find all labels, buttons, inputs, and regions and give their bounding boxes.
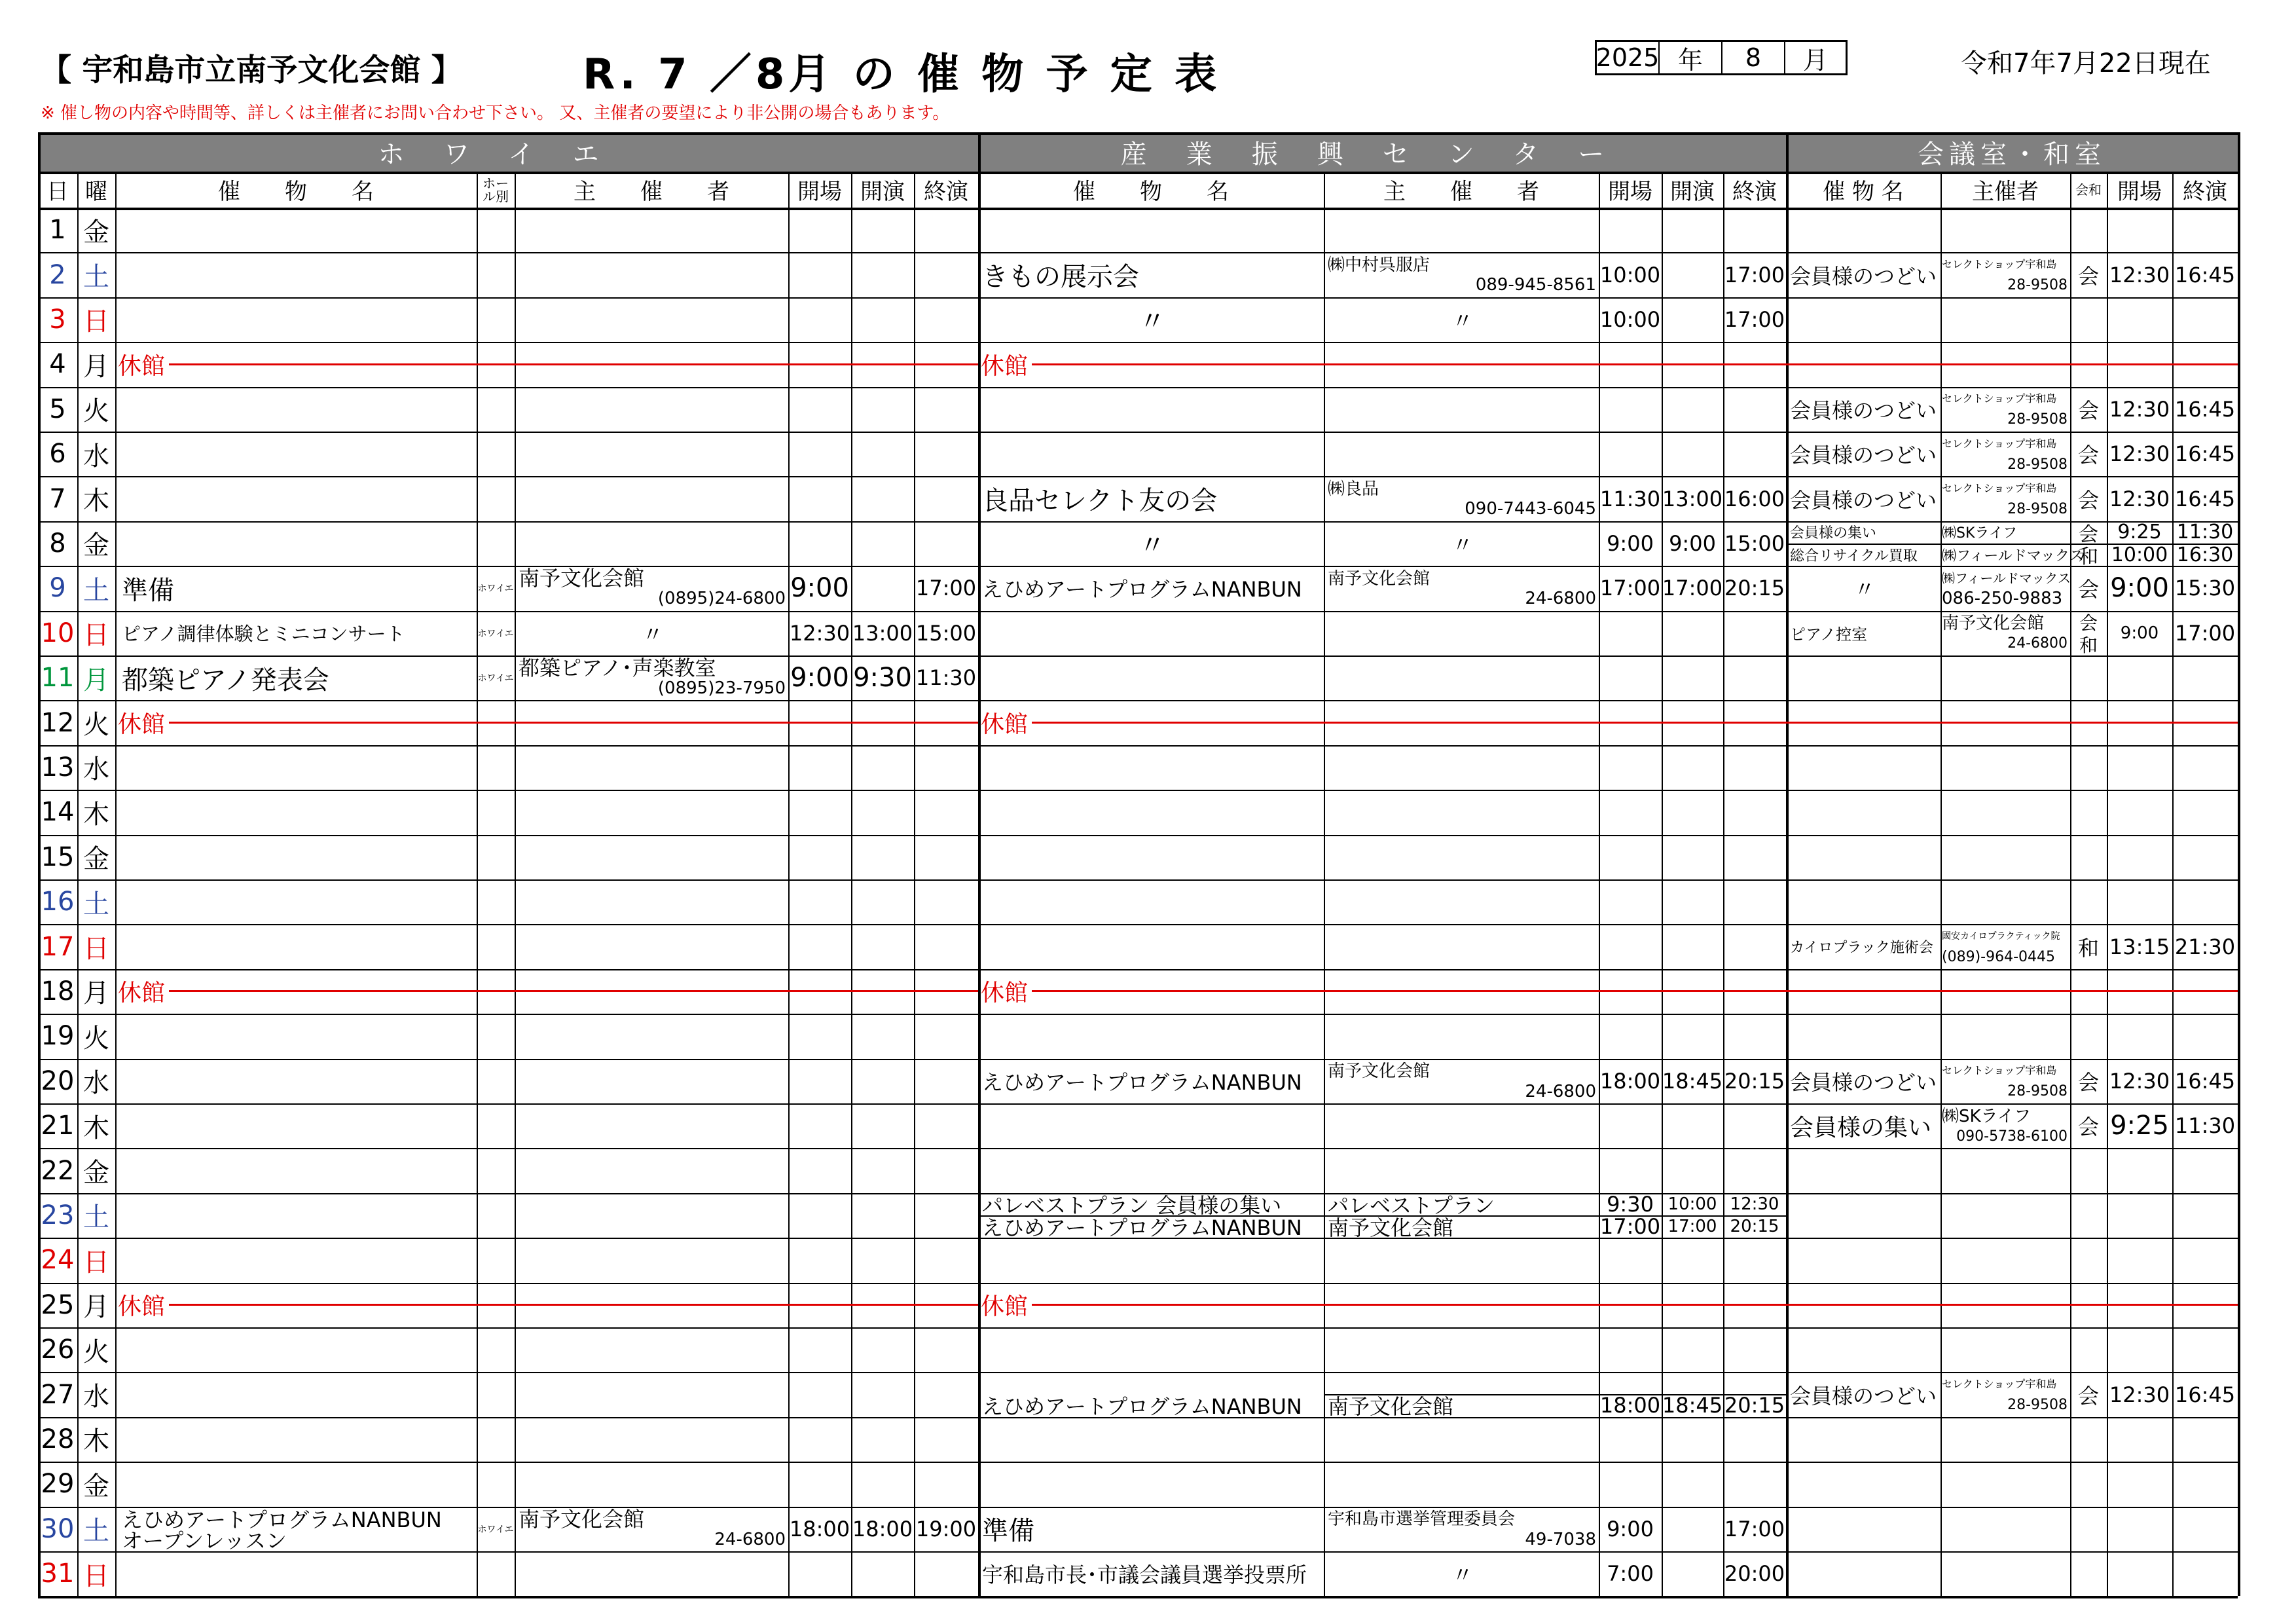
col-center-open: 開場 [1608, 179, 1652, 205]
room-open: 9:00 [2110, 573, 2169, 604]
day-number: 4 [49, 349, 66, 380]
center-host: 〃 [1451, 308, 1473, 333]
center-start: 18:45 [1662, 1393, 1723, 1418]
closed-label: 休館 [981, 352, 1029, 380]
day-of-week: 土 [83, 262, 109, 293]
center-start [1662, 1551, 1723, 1596]
center-open: 10:00 [1599, 262, 1661, 287]
center-end: 17:00 [1724, 306, 1785, 332]
day-number: 23 [41, 1200, 75, 1230]
room-event: 〃 [1853, 577, 1875, 602]
room-tel: 28-9508 [2007, 456, 2068, 473]
foyer-closed-marker [118, 1283, 978, 1327]
day-of-week: 土 [83, 1516, 109, 1547]
room-type: 和 [2079, 545, 2098, 569]
room-tel: 090-5738-6100 [1956, 1128, 2068, 1145]
room-type: 和 [2079, 634, 2098, 656]
center-start [1662, 252, 1723, 297]
center-host: 南予文化会館 [1328, 1394, 1454, 1420]
center-open: 17:00 [1599, 576, 1661, 601]
col-foyer-start: 開演 [860, 179, 905, 205]
day-number: 24 [41, 1245, 75, 1276]
foyer-event: えひめアートプログラムNANBUN [122, 1507, 442, 1532]
col-foyer-end: 終演 [924, 179, 968, 205]
center-start [1662, 1507, 1723, 1551]
foyer-event: 準備 [122, 575, 174, 606]
closed-line [169, 363, 978, 365]
day-of-week: 水 [83, 1068, 109, 1099]
day-of-week: 水 [83, 754, 109, 785]
day-number: 30 [41, 1513, 75, 1544]
foyer-end: 19:00 [915, 1516, 977, 1541]
foyer-closed-marker [118, 342, 978, 386]
center-open: 18:00 [1599, 1393, 1661, 1418]
day-number: 17 [41, 931, 75, 962]
center-tel: 24-6800 [1525, 1081, 1596, 1101]
room-event: 会員様のつどい [1790, 487, 1937, 513]
row-divider [38, 745, 2238, 747]
room-type: 会 [2077, 1383, 2099, 1409]
col-room-end: 終演 [2183, 179, 2227, 205]
center-host: 〃 [1451, 532, 1473, 557]
col-dow: 曜 [85, 179, 107, 205]
col-foyer-event: 催 物 名 [218, 179, 374, 205]
day-number: 28 [41, 1424, 75, 1454]
center-host: ㈱中村呉服店 [1328, 255, 1430, 275]
col-room-type: 会和 [2075, 182, 2102, 198]
column-divider [115, 172, 117, 1596]
closed-line [169, 990, 978, 992]
day-number: 27 [41, 1379, 75, 1410]
col-room-host: 主催者 [1972, 179, 2039, 205]
room-host: 南予文化会館 [1942, 614, 2045, 634]
day-of-week: 木 [83, 799, 109, 830]
room-open: 9:25 [2117, 521, 2162, 544]
section-center: 産業振興センター [978, 132, 1786, 172]
room-host: セレクトショップ宇和島 [1942, 1064, 2057, 1077]
col-center-event: 催 物 名 [1073, 179, 1229, 205]
closed-line [169, 722, 978, 724]
month-label: 月 [1802, 45, 1828, 75]
center-tel: 49-7038 [1525, 1529, 1596, 1549]
foyer-open: 12:30 [789, 620, 850, 646]
day-of-week: 木 [83, 486, 109, 517]
day-of-week: 日 [83, 1247, 109, 1278]
center-open: 10:00 [1599, 306, 1661, 332]
venue-name: 【 宇和島市立南予文化会館 】 [41, 52, 462, 88]
foyer-open: 18:00 [789, 1516, 850, 1541]
room-tel: 28-9508 [2007, 500, 2068, 517]
room-host: ㈱フィールドマックス [1942, 570, 2071, 586]
day-of-week: 金 [83, 844, 109, 875]
center-event: 〃 [1139, 530, 1165, 561]
day-number: 7 [49, 483, 66, 514]
day-number: 13 [41, 752, 75, 783]
day-number: 6 [49, 439, 66, 470]
row-divider [38, 1014, 2238, 1015]
center-event: えひめアートプログラムNANBUN [982, 1215, 1302, 1241]
foyer-end: 11:30 [915, 665, 977, 691]
closed-label: 休館 [118, 1293, 166, 1321]
day-number: 5 [49, 394, 66, 424]
center-start: 13:00 [1662, 486, 1723, 511]
closed-label: 休館 [118, 980, 166, 1007]
center-host: 宇和島市選挙管理委員会 [1328, 1509, 1516, 1530]
room-end: 16:30 [2176, 543, 2234, 566]
center-start [1662, 297, 1723, 342]
room-event: 会員様のつどい [1790, 397, 1937, 423]
day-of-week: 火 [83, 396, 109, 427]
header-divider [38, 172, 2238, 174]
center-event: 〃 [1139, 306, 1165, 337]
room-event: カイロプラック施術会 [1790, 940, 1933, 957]
closed-label: 休館 [118, 711, 166, 739]
center-host: 南予文化会館 [1328, 568, 1430, 589]
center-end: 20:15 [1724, 1393, 1785, 1418]
room-type: 会 [2077, 263, 2099, 289]
col-center-end: 終演 [1732, 179, 1777, 205]
page-title: R. 7 ／8月 の 催 物 予 定 表 [583, 50, 1221, 99]
table-bottom-border [38, 1596, 2238, 1598]
center-end: 17:00 [1724, 1516, 1785, 1541]
room-type: 会 [2077, 487, 2099, 513]
room-host: セレクトショップ宇和島 [1942, 437, 2057, 450]
year-label: 年 [1660, 42, 1722, 73]
center-end: 15:00 [1724, 530, 1785, 556]
day-of-week: 月 [83, 978, 109, 1009]
day-of-week: 月 [83, 351, 109, 382]
col-room-event: 催 物 名 [1823, 179, 1904, 205]
header-bottom-border [38, 208, 2238, 210]
room-host: セレクトショップ宇和島 [1942, 392, 2057, 405]
closed-line [1032, 722, 2238, 724]
center-end: 20:15 [1730, 1217, 1779, 1237]
as-of-date: 令和7年7月22日現在 [1961, 48, 2211, 79]
center-open: 9:00 [1607, 1516, 1654, 1541]
center-start: 9:00 [1669, 530, 1716, 556]
day-number: 20 [41, 1065, 75, 1096]
room-host: ㈱SKライフ [1942, 525, 2018, 542]
day-of-week: 金 [83, 1158, 109, 1189]
foyer-start: 18:00 [852, 1516, 913, 1541]
room-host: ㈱フィールドマックス [1942, 547, 2084, 564]
day-number: 3 [49, 304, 66, 335]
room-end: 21:30 [2174, 934, 2236, 959]
foyer-tel: (0895)23-7950 [657, 678, 786, 698]
room-open: 12:30 [2109, 1382, 2170, 1407]
closed-label: 休館 [118, 352, 166, 380]
foyer-open: 9:00 [790, 573, 849, 604]
foyer-closed-marker [118, 969, 978, 1014]
day-of-week: 水 [83, 441, 109, 471]
day-of-week: 月 [83, 1292, 109, 1323]
day-number: 29 [41, 1469, 75, 1500]
foyer-host: 〃 [642, 621, 663, 647]
foyer-event-sub: オープンレッスン [122, 1528, 287, 1553]
center-end: 20:00 [1724, 1561, 1785, 1587]
closed-line [1032, 363, 2238, 365]
room-open: 10:00 [2111, 543, 2168, 566]
center-host: パレベストプラン [1328, 1192, 1495, 1218]
room-host: セレクトショップ宇和島 [1942, 257, 2057, 270]
foyer-host: 都築ピアノ･声楽教室 [519, 655, 716, 680]
room-end: 16:45 [2174, 1382, 2236, 1407]
foyer-end: 15:00 [915, 620, 977, 646]
room-tel: (089)-964-0445 [1942, 948, 2056, 965]
day-of-week: 木 [83, 1113, 109, 1143]
table-top-border [38, 132, 2238, 135]
day-of-week: 月 [83, 665, 109, 695]
room-host: セレクトショップ宇和島 [1942, 1377, 2057, 1390]
center-open: 11:30 [1599, 486, 1661, 511]
center-closed-marker [981, 969, 2238, 1014]
day-number: 1 [49, 215, 66, 246]
foyer-closed-marker [118, 700, 978, 745]
day-number: 8 [49, 528, 66, 559]
day-of-week: 金 [83, 530, 109, 561]
center-event: えひめアートプログラムNANBUN [982, 1394, 1302, 1420]
day-number: 18 [41, 976, 75, 1006]
room-tel: 28-9508 [2007, 276, 2068, 293]
foyer-event: 都築ピアノ発表会 [122, 665, 329, 695]
col-center-host: 主 催 者 [1383, 179, 1539, 205]
room-end: 16:45 [2174, 1068, 2236, 1094]
room-end: 11:30 [2174, 1113, 2236, 1139]
center-start: 10:00 [1667, 1194, 1717, 1214]
center-open: 17:00 [1599, 1214, 1661, 1240]
center-open: 9:00 [1607, 530, 1654, 556]
center-end: 20:15 [1724, 1068, 1785, 1094]
foyer-tel: 24-6800 [714, 1529, 786, 1549]
day-of-week: 日 [83, 620, 109, 651]
closed-label: 休館 [981, 1293, 1029, 1321]
foyer-open: 9:00 [790, 663, 849, 693]
room-open: 12:30 [2109, 396, 2170, 422]
room-end: 11:30 [2176, 521, 2234, 544]
foyer-start: 13:00 [852, 620, 913, 646]
day-number: 31 [41, 1559, 75, 1589]
day-of-week: 金 [83, 1471, 109, 1502]
room-event: 会員様のつどい [1790, 1069, 1937, 1095]
foyer-hall: ホワイエ [477, 673, 514, 684]
room-event: 会員様の集い [1790, 525, 1877, 542]
room-type: 会 [2077, 1115, 2099, 1140]
month-value: 8 [1722, 42, 1785, 73]
room-host: ㈱SKライフ [1942, 1106, 2031, 1126]
row-divider [38, 879, 2238, 881]
row-divider [38, 790, 2238, 791]
closed-label: 休館 [981, 711, 1029, 739]
row-divider [38, 1148, 2238, 1149]
room-tel: 24-6800 [2007, 635, 2068, 652]
room-event: ピアノ控室 [1790, 625, 1868, 644]
room-event: 会員様のつどい [1790, 1383, 1937, 1409]
day-of-week: 水 [83, 1382, 109, 1412]
room-type: 和 [2077, 935, 2099, 961]
center-start: 17:00 [1667, 1217, 1717, 1237]
day-of-week: 日 [83, 1560, 109, 1591]
center-tel: 090-7443-6045 [1465, 499, 1596, 519]
center-host: 〃 [1451, 1562, 1473, 1588]
closed-line [1032, 990, 2238, 992]
day-number: 26 [41, 1335, 75, 1365]
day-number: 25 [41, 1289, 75, 1320]
row-divider [38, 835, 2238, 836]
col-foyer-hall: ホール別 [483, 175, 509, 204]
center-closed-marker [981, 342, 2238, 386]
room-event: 会員様のつどい [1790, 263, 1937, 289]
room-event: 会員様のつどい [1790, 443, 1937, 468]
room-host: 國安カイロプラクティック院 [1942, 931, 2060, 942]
room-open: 12:30 [2109, 486, 2170, 511]
room-open: 12:30 [2109, 262, 2170, 287]
center-end: 16:00 [1724, 486, 1785, 511]
room-end: 16:45 [2174, 262, 2236, 287]
room-end: 16:45 [2174, 396, 2236, 422]
center-event: えひめアートプログラムNANBUN [982, 1069, 1302, 1095]
day-number: 14 [41, 797, 75, 828]
center-open: 7:00 [1607, 1561, 1654, 1587]
day-number: 9 [49, 573, 66, 604]
center-end: 12:30 [1730, 1194, 1779, 1214]
notice: ※ 催し物の内容や時間等、詳しくは主催者にお問い合わせ下さい。 又、主催者の要望により非公開の場合もあります。 [41, 103, 950, 123]
col-day: 日 [46, 179, 69, 205]
day-of-week: 土 [83, 1202, 109, 1233]
closed-label: 休館 [981, 980, 1029, 1007]
foyer-event: ピアノ調律体験とミニコンサート [122, 623, 405, 646]
day-of-week: 土 [83, 575, 109, 606]
center-tel: 24-6800 [1525, 589, 1596, 609]
room-tel: 086-250-9883 [1942, 589, 2063, 609]
room-open: 9:00 [2120, 623, 2159, 643]
center-end: 20:15 [1724, 576, 1785, 601]
closed-line [169, 1304, 978, 1306]
section-room: 会議室・和室 [1786, 132, 2238, 172]
day-number: 19 [41, 1021, 75, 1052]
day-of-week: 土 [83, 889, 109, 919]
row-divider [38, 1327, 2238, 1329]
center-start: 18:45 [1662, 1068, 1723, 1094]
col-foyer-host: 主 催 者 [574, 179, 729, 205]
room-open: 9:25 [2110, 1111, 2169, 1141]
center-host: 南予文化会館 [1328, 1061, 1430, 1082]
foyer-hall: ホワイエ [477, 583, 514, 595]
center-event: パレベストプラン 会員様の集い [982, 1192, 1282, 1218]
day-number: 2 [49, 259, 66, 290]
center-closed-marker [981, 1283, 2238, 1327]
room-open: 12:30 [2109, 1068, 2170, 1094]
col-room-open: 開場 [2117, 179, 2162, 205]
row-divider [38, 1462, 2238, 1463]
room-type: 会 [2077, 1069, 2099, 1095]
day-number: 12 [41, 707, 75, 738]
room-type: 会 [2079, 523, 2098, 546]
center-event: えひめアートプログラムNANBUN [982, 577, 1302, 602]
room-tel: 28-9508 [2007, 1083, 2068, 1100]
room-tel: 28-9508 [2007, 411, 2068, 428]
day-number: 15 [41, 841, 75, 872]
day-of-week: 火 [83, 1023, 109, 1054]
center-event: きもの展示会 [982, 262, 1139, 293]
foyer-hall: ホワイエ [477, 628, 514, 639]
day-number: 10 [41, 618, 75, 648]
closed-line [1032, 1304, 2238, 1306]
room-end: 17:00 [2174, 620, 2236, 646]
center-event: 準備 [982, 1516, 1034, 1547]
room-tel: 28-9508 [2007, 1396, 2068, 1413]
section-foyer: ホワイエ [38, 132, 978, 172]
day-number: 16 [41, 887, 75, 917]
room-end: 16:45 [2174, 486, 2236, 511]
center-event: 宇和島市長･市議会議員選挙投票所 [982, 1562, 1307, 1588]
room-open: 13:15 [2109, 934, 2170, 959]
center-open: 18:00 [1599, 1068, 1661, 1094]
day-number: 22 [41, 1155, 75, 1186]
center-tel: 089-945-8561 [1475, 275, 1596, 295]
center-host: 南予文化会館 [1328, 1215, 1454, 1241]
center-start: 17:00 [1662, 576, 1723, 601]
day-of-week: 火 [83, 1337, 109, 1367]
center-host: ㈱良品 [1328, 479, 1379, 499]
room-end: 16:45 [2174, 441, 2236, 467]
room-type: 会 [2077, 397, 2099, 423]
foyer-tel: (0895)24-6800 [657, 589, 786, 609]
foyer-host: 南予文化会館 [519, 566, 645, 591]
column-divider [2238, 132, 2240, 1596]
room-end: 15:30 [2174, 576, 2236, 601]
day-of-week: 日 [83, 934, 109, 965]
day-of-week: 金 [83, 217, 109, 248]
foyer-start: 9:30 [853, 663, 912, 693]
room-type: 会 [2077, 577, 2099, 602]
room-host: セレクトショップ宇和島 [1942, 481, 2057, 494]
day-of-week: 木 [83, 1426, 109, 1457]
room-type: 会 [2079, 612, 2098, 634]
day-number: 21 [41, 1111, 75, 1141]
foyer-host: 南予文化会館 [519, 1506, 645, 1532]
room-event: 会員様の集い [1790, 1114, 1932, 1141]
col-center-start: 開演 [1670, 179, 1715, 205]
day-of-week: 日 [83, 306, 109, 337]
room-open: 12:30 [2109, 441, 2170, 467]
day-number: 11 [41, 663, 75, 693]
center-event: 良品セレクト友の会 [982, 486, 1218, 517]
foyer-end: 17:00 [915, 576, 977, 601]
center-end: 17:00 [1724, 262, 1785, 287]
day-of-week: 火 [83, 710, 109, 741]
year-value: 2025 [1595, 43, 1660, 72]
col-foyer-open: 開場 [797, 179, 842, 205]
room-event: 総合リサイクル買取 [1790, 547, 1918, 564]
foyer-hall: ホワイエ [477, 1524, 514, 1535]
center-closed-marker [981, 700, 2238, 745]
room-type: 会 [2077, 443, 2099, 468]
center-open: 9:30 [1607, 1191, 1654, 1217]
